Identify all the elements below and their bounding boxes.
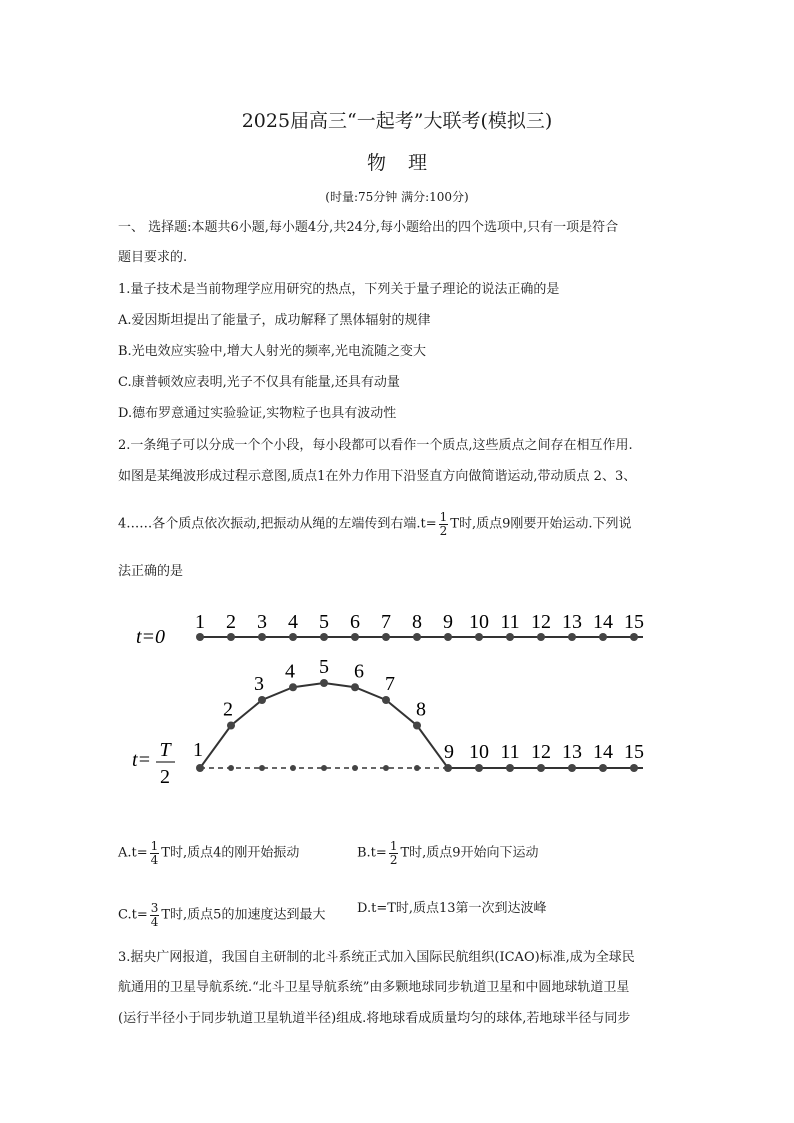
rope-point-t-half [258, 696, 266, 704]
point-label-t-half: 15 [624, 741, 644, 763]
rope-point-t0 [320, 633, 328, 641]
q2-option-a: A.t= $\frac{1}{4}$ T时,质点4的刚开始振动 [118, 839, 300, 867]
equilibrium-point [352, 765, 358, 771]
exam-meta: (时量:75分钟 满分:100分) [325, 190, 469, 204]
equilibrium-point [259, 765, 265, 771]
point-label-t-half: 6 [354, 660, 364, 683]
rope-point-t0 [289, 633, 297, 641]
subject-title: 物理 [366, 152, 449, 174]
equilibrium-point [383, 765, 389, 771]
rope-point-t-half [351, 683, 359, 691]
point-label-t0: 12 [531, 611, 551, 633]
point-label-t-half: 2 [223, 698, 233, 721]
wave-points [193, 656, 644, 772]
point-label-t0: 5 [319, 611, 329, 633]
point-label-t-half: 14 [593, 741, 613, 763]
q3-stem-line1: 3.据央广网报道，我国自主研制的北斗系统正式加入国际民航组织(ICAO)标准,成为全球民 [118, 950, 635, 965]
wave-shape-line [200, 683, 448, 768]
q2-stem-line4: 法正确的是 [118, 564, 184, 579]
point-label-t0: 10 [469, 611, 489, 633]
equilibrium-point [321, 765, 327, 771]
point-label-t0: 1 [195, 611, 205, 633]
point-label-t-half: 12 [531, 741, 551, 763]
rope-point-t0 [568, 633, 576, 641]
rope-point-t0 [630, 633, 638, 641]
rope-point-t0 [475, 633, 483, 641]
point-label-t0: 13 [562, 611, 582, 633]
point-label-t-half: 9 [444, 741, 454, 763]
q3-stem-line3: (运行半径小于同步轨道卫星轨道半径)组成.将地球看成质量均匀的球体,若地球半径与同步 [118, 1011, 631, 1026]
point-label-t-half: 4 [285, 660, 295, 683]
rope-point-t0 [413, 633, 421, 641]
rope-point-t0 [258, 633, 266, 641]
rope-point-t-half [320, 679, 328, 687]
q2-option-c: C.t= $\frac{3}{4}$ T时,质点5的加速度达到最大 [118, 901, 326, 929]
q2-line3-pre: 4……各个质点依次振动,把振动从绳的左端传到右端.t= [118, 516, 437, 532]
rope-point-t-half [630, 764, 638, 772]
rope-point-t0 [537, 633, 545, 641]
fraction-half: $\frac{1}{2}$ [439, 510, 448, 538]
rope-point-t-half [196, 764, 204, 772]
point-label-t0: 9 [443, 611, 453, 633]
q2-stem-line3 [118, 511, 632, 537]
t0-label: t=0 [136, 626, 166, 648]
t-half-den: 2 [160, 766, 170, 788]
rope-point-t0 [351, 633, 359, 641]
rope-point-t0 [196, 633, 204, 641]
point-label-t-half: 11 [500, 741, 520, 763]
section-instructions-line1: 一、 选择题:本题共6小题,每小题4分,共24分,每小题给出的四个选项中,只有一项是符合 [118, 220, 619, 235]
point-label-t-half: 8 [416, 698, 426, 721]
point-label-t0: 7 [381, 611, 391, 633]
point-label-t-half: 7 [385, 673, 395, 695]
rope-point-t-half [506, 764, 514, 772]
point-label-t0: 11 [500, 611, 520, 633]
point-label-t0: 8 [412, 611, 422, 633]
equilibrium-point [290, 765, 296, 771]
rope-wave-figure [118, 596, 658, 794]
section-instructions-line2: 题目要求的. [118, 250, 188, 265]
q2-option-b: B.t= $\frac{1}{2}$ T时,质点9开始向下运动 [357, 839, 539, 867]
q1-option-a: A.爱因斯坦提出了能量子，成功解释了黑体辐射的规律 [118, 313, 431, 328]
rope-point-t-half [382, 696, 390, 704]
q2-stem-line2: 如图是某绳波形成过程示意图,质点1在外力作用下沿竖直方向做简谐运动,带动质点 2、3、 [118, 469, 637, 484]
rope-point-t-half [568, 764, 576, 772]
rope-point-t0 [382, 633, 390, 641]
point-label-t0: 6 [350, 611, 360, 633]
rope-point-t-half [227, 722, 235, 730]
rope-point-t0 [227, 633, 235, 641]
point-label-t0: 3 [257, 611, 267, 633]
point-label-t-half: 13 [562, 741, 582, 763]
q1-option-d: D.德布罗意通过实验验证,实物粒子也具有波动性 [118, 406, 397, 421]
equilibrium-point [414, 765, 420, 771]
point-label-t0: 4 [288, 611, 298, 633]
point-label-t0: 2 [226, 611, 236, 633]
exam-title: 2025届高三“一起考”大联考(模拟三) [241, 110, 553, 132]
q2-option-d: D.t=T时,质点13第一次到达波峰 [357, 901, 547, 916]
point-label-t0: 15 [624, 611, 644, 633]
q1-stem: 1.量子技术是当前物理学应用研究的热点，下列关于量子理论的说法正确的是 [118, 282, 560, 297]
point-label-t-half: 1 [193, 739, 203, 761]
point-label-t-half: 3 [254, 673, 264, 695]
rope-point-t0 [444, 633, 452, 641]
q3-stem-line2: 航通用的卫星导航系统.“北斗卫星导航系统”由多颗地球同步轨道卫星和中圆地球轨道卫星 [118, 980, 630, 995]
t-half-t-label: t= [132, 749, 152, 771]
point-label-t-half: 5 [319, 656, 329, 678]
equilibrium-point [228, 765, 234, 771]
q1-option-b: B.光电效应实验中,增大人射光的频率,光电流随之变大 [118, 344, 426, 359]
q2-line3-post: T时,质点9刚要开始运动.下列说 [450, 516, 632, 532]
rope-point-t-half [475, 764, 483, 772]
q2-stem-line1: 2.一条绳子可以分成一个个小段，每小段都可以看作一个质点,这些质点之间存在相互作用. [118, 438, 633, 453]
rope-point-t0 [599, 633, 607, 641]
point-label-t-half: 10 [469, 741, 489, 763]
q1-option-c: C.康普顿效应表明,光子不仅具有能量,还具有动量 [118, 375, 400, 390]
point-label-t0: 14 [593, 611, 613, 633]
rope-point-t-half [599, 764, 607, 772]
t-half-num: T [159, 739, 171, 761]
rope-point-t-half [444, 764, 452, 772]
rope-point-t-half [289, 683, 297, 691]
rope-point-t-half [537, 764, 545, 772]
rope-point-t0 [506, 633, 514, 641]
rope-point-t-half [413, 722, 421, 730]
